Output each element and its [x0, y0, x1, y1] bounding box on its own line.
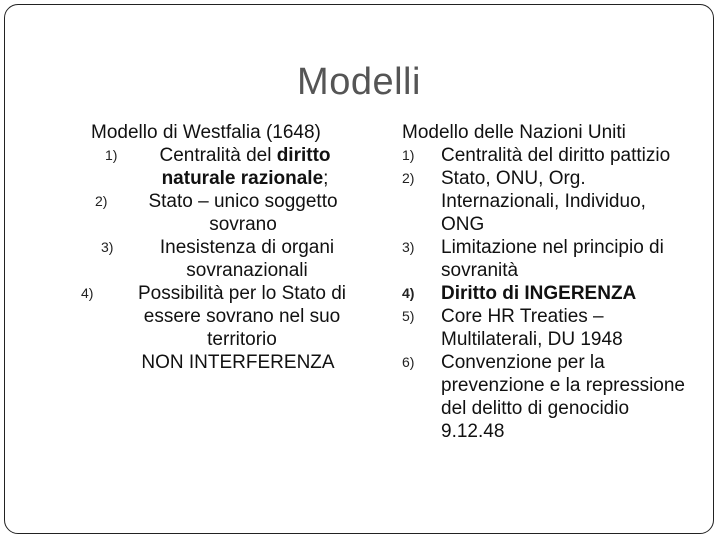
nazioni-unite-item-4 [402, 282, 692, 305]
item-text: Core HR Treaties – Multilaterali, DU 1948 [441, 306, 623, 350]
item-text: Convenzione per la prevenzione e la repressione del delitto di genocidio 9.12.48 [441, 352, 685, 442]
item-text: Stato – unico soggetto sovrano [148, 191, 338, 235]
item-number: 4) [81, 285, 94, 301]
nazioni-unite-item-6 [402, 351, 692, 443]
item-number: 3) [101, 239, 114, 255]
item-number: 2) [95, 193, 108, 209]
item-text: Limitazione nel principio di sovranità [441, 237, 664, 281]
item-text: Inesistenza di organi sovranazionali [159, 237, 335, 281]
nazioni-unite-column [402, 121, 692, 443]
item-number: 2) [402, 170, 415, 186]
westfalia-item-4 [81, 282, 365, 351]
item-number: 5) [402, 308, 415, 324]
westfalia-item-3 [85, 236, 365, 282]
nazioni-unite-item-3 [402, 236, 692, 282]
item-text: Stato, ONU, Org. Internazionali, Individuo, ONG [441, 168, 646, 235]
item-text-bold: diritto naturale razionale [161, 145, 331, 189]
item-text-tail: ; [323, 168, 329, 189]
item-number: 4) [402, 285, 415, 301]
nazioni-unite-item-5 [402, 305, 692, 351]
nazioni-unite-item-2 [402, 167, 692, 236]
item-text: Possibilità per lo Stato di essere sovrano nel suo territorio [137, 283, 347, 350]
item-text: Diritto di INGERENZA [441, 283, 637, 304]
item-text: Centralità del [159, 145, 277, 166]
slide [4, 4, 714, 534]
item-number: 6) [402, 354, 415, 370]
slide-title: Modelli [297, 61, 421, 103]
westfalia-footer: NON INTERFERENZA [141, 352, 335, 373]
nazioni-unite-heading: Modello delle Nazioni Uniti [402, 122, 626, 143]
item-number: 1) [105, 147, 118, 163]
item-text: Centralità del diritto pattizio [441, 145, 671, 166]
item-number: 1) [402, 147, 415, 163]
westfalia-item-1 [85, 144, 365, 190]
westfalia-item-2 [85, 190, 365, 236]
westfalia-heading: Modello di Westfalia (1648) [91, 122, 321, 143]
westfalia-column [81, 121, 365, 374]
nazioni-unite-item-1 [402, 144, 692, 167]
item-number: 3) [402, 239, 415, 255]
